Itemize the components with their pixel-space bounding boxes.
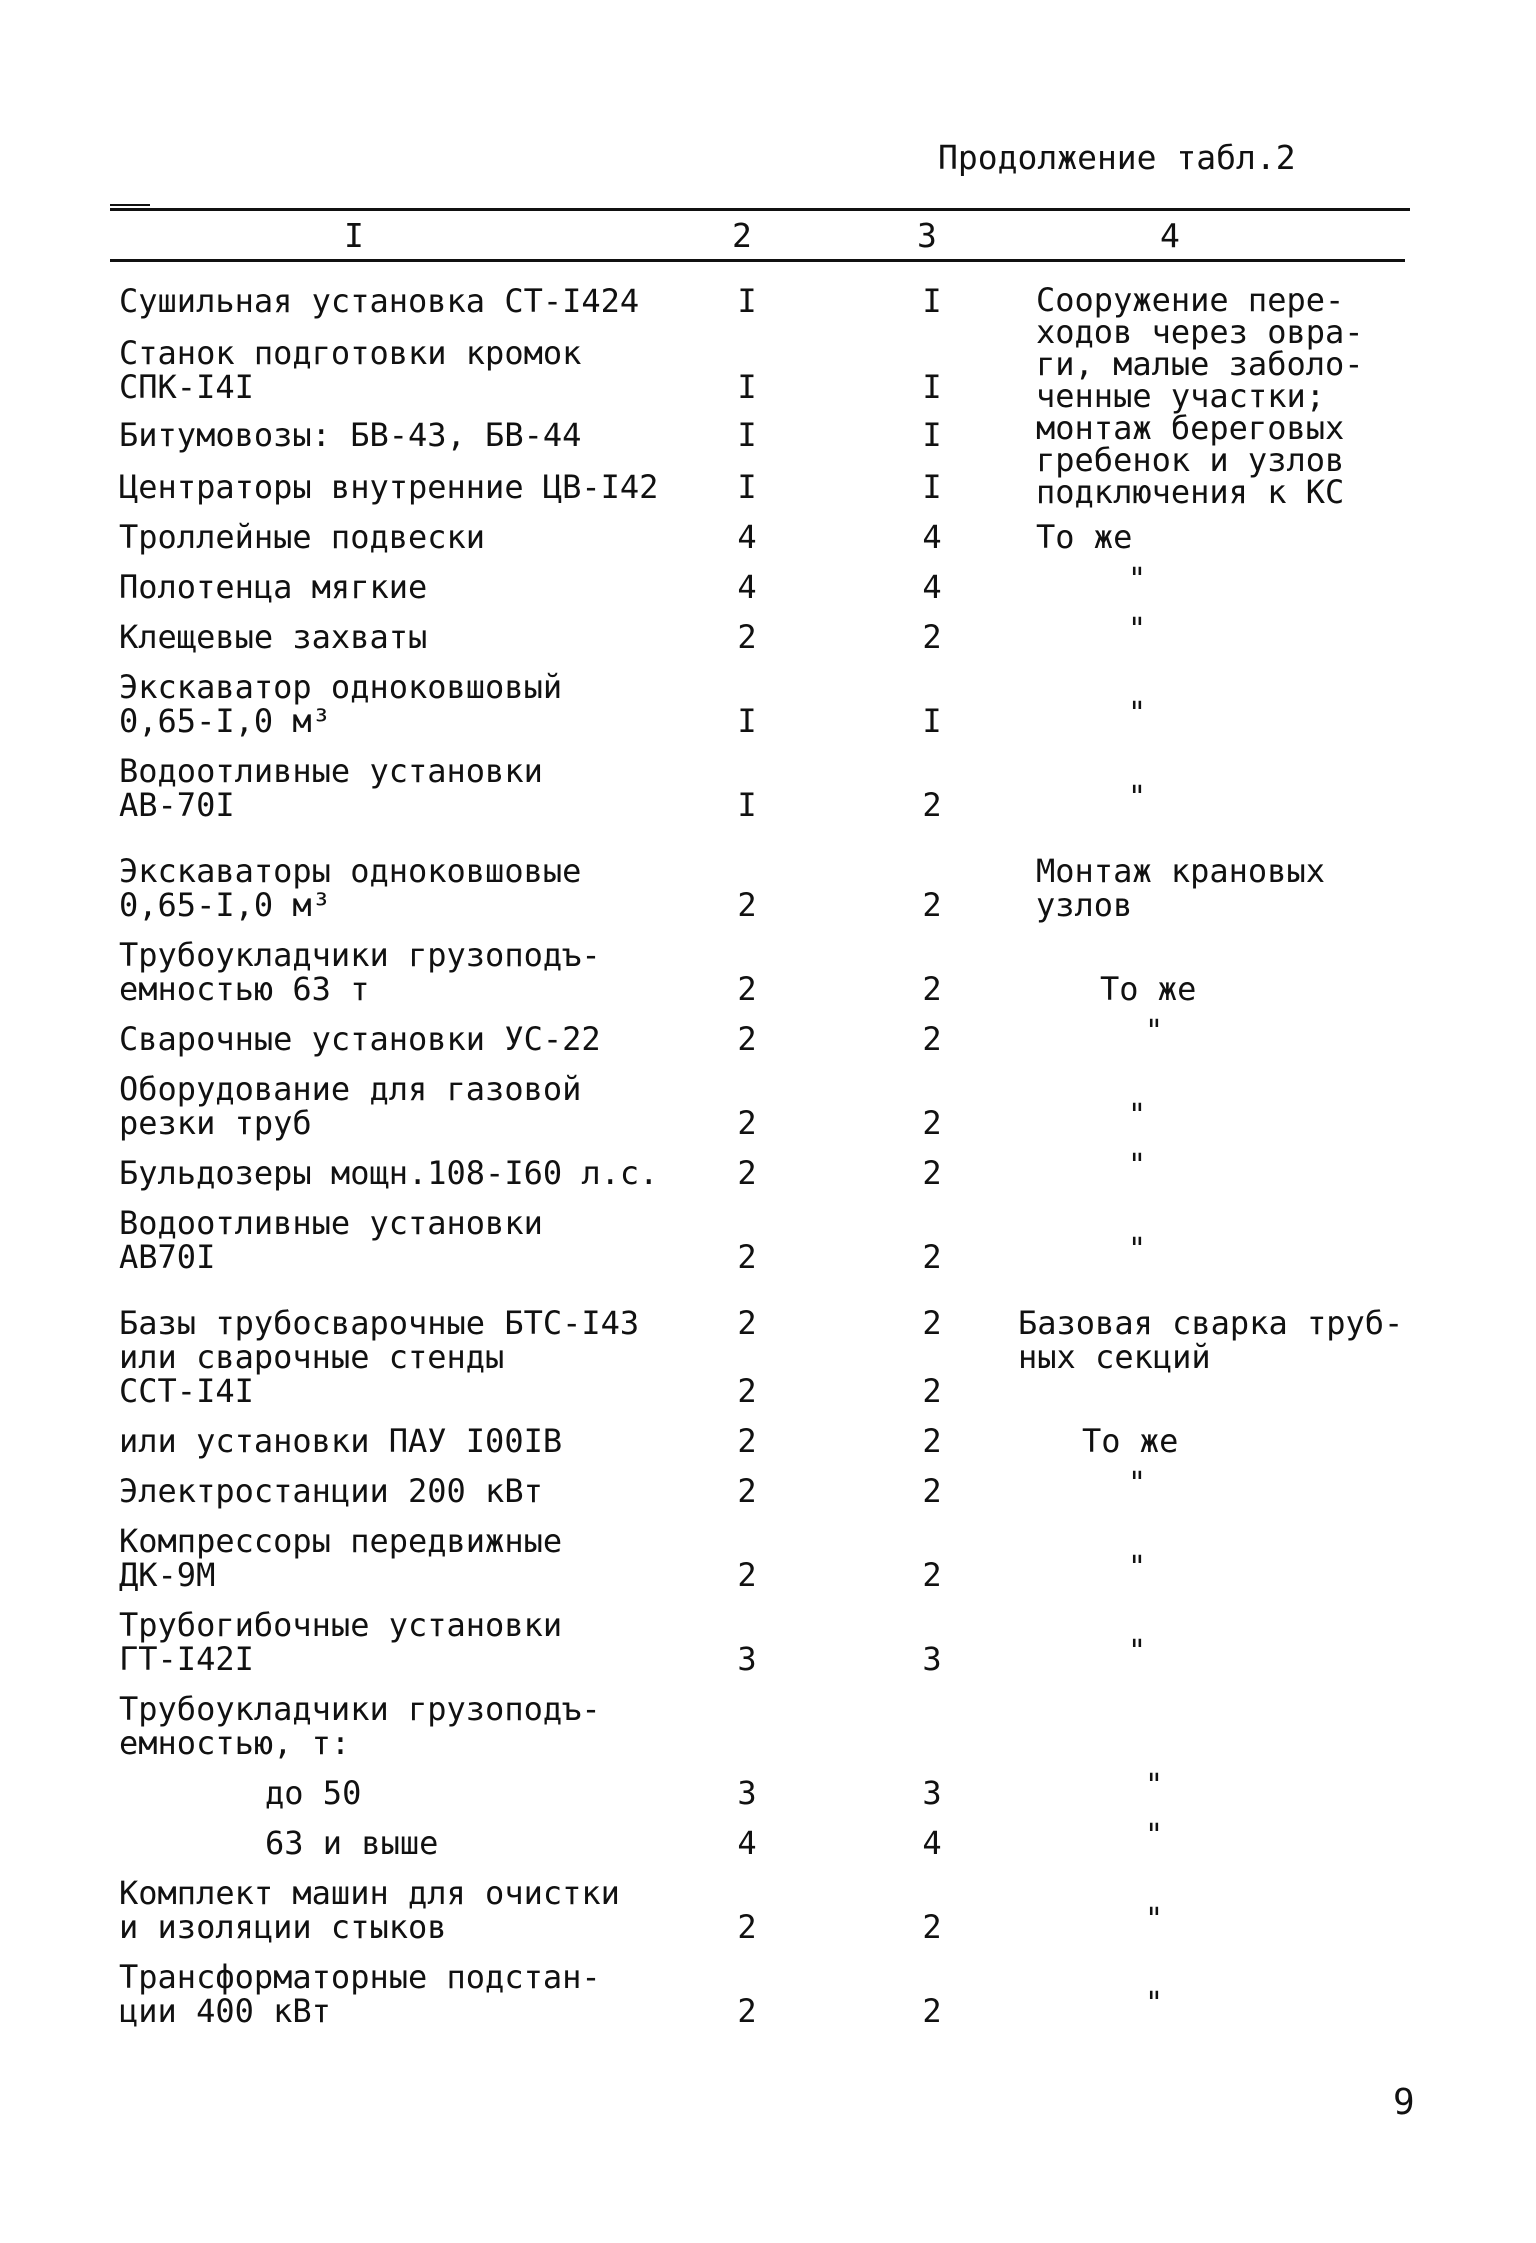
row-8-name: Водоотливные установки АВ-70I: [119, 752, 543, 824]
row-13-ditto: ": [1128, 1148, 1147, 1183]
row-18-col2: 2: [737, 1472, 757, 1510]
row-25-col2: 2: [737, 1992, 757, 2030]
table-caption: Продолжение табл.2: [938, 138, 1296, 177]
row-13-col2: 2: [737, 1154, 757, 1192]
row-4-col2: 4: [737, 518, 757, 556]
row-15-col2: 2: [737, 1304, 757, 1342]
row-5-col3: 4: [922, 568, 942, 606]
row-24-col3: 2: [922, 1908, 942, 1946]
row-17-name: или установки ПАУ I00IВ: [119, 1422, 563, 1460]
row-18-col3: 2: [922, 1472, 942, 1510]
row-6-ditto: ": [1128, 612, 1147, 647]
row-8-col3: 2: [922, 786, 942, 824]
row-9-purpose: Монтаж крановых узлов: [1036, 852, 1325, 924]
column-header-1: I: [344, 216, 364, 255]
row-14-name: Водоотливные установки АВ70I: [119, 1204, 543, 1276]
row-5-col2: 4: [737, 568, 757, 606]
row-2-col3: I: [922, 416, 942, 454]
row-9-col3: 2: [922, 886, 942, 924]
row-22-col3: 3: [922, 1774, 942, 1812]
page-number: 9: [1393, 2082, 1415, 2123]
row-7-col3: I: [922, 702, 942, 740]
row-9-col2: 2: [737, 886, 757, 924]
header-rule: [110, 259, 1405, 262]
row-16-name: ССТ-I4I: [119, 1372, 254, 1410]
row-0-col3: I: [922, 282, 942, 320]
row-20-name: Трубогибочные установки ГТ-I42I: [119, 1606, 563, 1678]
row-11-col3: 2: [922, 1020, 942, 1058]
row-7-ditto: ": [1128, 696, 1147, 731]
row-6-col2: 2: [737, 618, 757, 656]
row-15-name: Базы трубосварочные БТС-I43 или сварочные стенды: [119, 1304, 640, 1376]
row-0-name: Сушильная установка СТ-I424: [119, 282, 640, 320]
column-header-4: 4: [1160, 216, 1180, 255]
row-7-name: Экскаватор одноковшовый 0,65-I,0 м³: [119, 668, 563, 740]
row-25-name: Трансформаторные подстан- ции 400 кВт: [119, 1958, 601, 2030]
row-1-name: Станок подготовки кромок СПК-I4I: [119, 334, 582, 406]
row-6-name: Клещевые захваты: [119, 618, 428, 656]
row-9-name: Экскаваторы одноковшовые 0,65-I,0 м³: [119, 852, 582, 924]
row-11-col2: 2: [737, 1020, 757, 1058]
row-6-col3: 2: [922, 618, 942, 656]
row-12-name: Оборудование для газовой резки труб: [119, 1070, 582, 1142]
row-18-ditto: ": [1128, 1466, 1147, 1501]
row-10-name: Трубоукладчики грузоподъ- емностью 63 т: [119, 936, 601, 1008]
row-18-name: Электростанции 200 кВт: [119, 1472, 543, 1510]
row-13-col3: 2: [922, 1154, 942, 1192]
row-13-name: Бульдозеры мощн.108-I60 л.с.: [119, 1154, 659, 1192]
row-11-name: Сварочные установки УС-22: [119, 1020, 601, 1058]
row-17-col3: 2: [922, 1422, 942, 1460]
row-2-name: Битумовозы: БВ-43, БВ-44: [119, 416, 582, 454]
row-23-col2: 4: [737, 1824, 757, 1862]
row-12-col3: 2: [922, 1104, 942, 1142]
row-8-ditto: ": [1128, 780, 1147, 815]
column-header-2: 2: [732, 216, 752, 255]
row-22-ditto: ": [1145, 1768, 1164, 1803]
row-0-col2: I: [737, 282, 757, 320]
row-3-col3: I: [922, 468, 942, 506]
row-14-ditto: ": [1128, 1232, 1147, 1267]
row-19-ditto: ": [1128, 1550, 1147, 1585]
row-12-ditto: ": [1128, 1098, 1147, 1133]
row-15-col3: 2: [922, 1304, 942, 1342]
row-15-purpose: Базовая сварка труб- ных секций: [1018, 1304, 1404, 1376]
row-14-col3: 2: [922, 1238, 942, 1276]
column-header-3: 3: [917, 216, 937, 255]
row-10-purpose: То же: [1100, 970, 1197, 1008]
row-22-name: до 50: [265, 1774, 362, 1812]
row-19-col2: 2: [737, 1556, 757, 1594]
row-4-purpose: То же: [1036, 518, 1133, 556]
row-0-purpose: Сооружение пере- ходов через овра- ги, малые заболо- ченные участки; монтаж береговых гребенок и узлов подключения к КС: [1036, 281, 1364, 511]
row-10-col2: 2: [737, 970, 757, 1008]
row-23-col3: 4: [922, 1824, 942, 1862]
row-20-col2: 3: [737, 1640, 757, 1678]
row-11-ditto: ": [1145, 1014, 1164, 1049]
top-rule: [110, 208, 1410, 211]
top-rule-left-stub: [110, 204, 150, 206]
row-5-ditto: ": [1128, 562, 1147, 597]
row-17-purpose: То же: [1082, 1422, 1179, 1460]
row-23-ditto: ": [1145, 1818, 1164, 1853]
row-20-col3: 3: [922, 1640, 942, 1678]
row-16-col2: 2: [737, 1372, 757, 1410]
row-12-col2: 2: [737, 1104, 757, 1142]
row-21-name: Трубоукладчики грузоподъ- емностью, т:: [119, 1690, 601, 1762]
row-19-col3: 2: [922, 1556, 942, 1594]
row-17-col2: 2: [737, 1422, 757, 1460]
row-14-col2: 2: [737, 1238, 757, 1276]
row-24-name: Комплект машин для очистки и изоляции стыков: [119, 1874, 620, 1946]
row-1-col2: I: [737, 368, 757, 406]
row-20-ditto: ": [1128, 1634, 1147, 1669]
row-7-col2: I: [737, 702, 757, 740]
row-8-col2: I: [737, 786, 757, 824]
row-19-name: Компрессоры передвижные ДК-9М: [119, 1522, 563, 1594]
row-5-name: Полотенца мягкие: [119, 568, 428, 606]
row-22-col2: 3: [737, 1774, 757, 1812]
row-25-col3: 2: [922, 1992, 942, 2030]
row-4-col3: 4: [922, 518, 942, 556]
row-23-name: 63 и выше: [265, 1824, 439, 1862]
row-3-col2: I: [737, 468, 757, 506]
row-1-col3: I: [922, 368, 942, 406]
row-25-ditto: ": [1145, 1986, 1164, 2021]
row-24-ditto: ": [1145, 1902, 1164, 1937]
row-24-col2: 2: [737, 1908, 757, 1946]
row-4-name: Троллейные подвески: [119, 518, 486, 556]
row-10-col3: 2: [922, 970, 942, 1008]
row-2-col2: I: [737, 416, 757, 454]
row-3-name: Центраторы внутренние ЦВ-I42: [119, 468, 659, 506]
row-16-col3: 2: [922, 1372, 942, 1410]
